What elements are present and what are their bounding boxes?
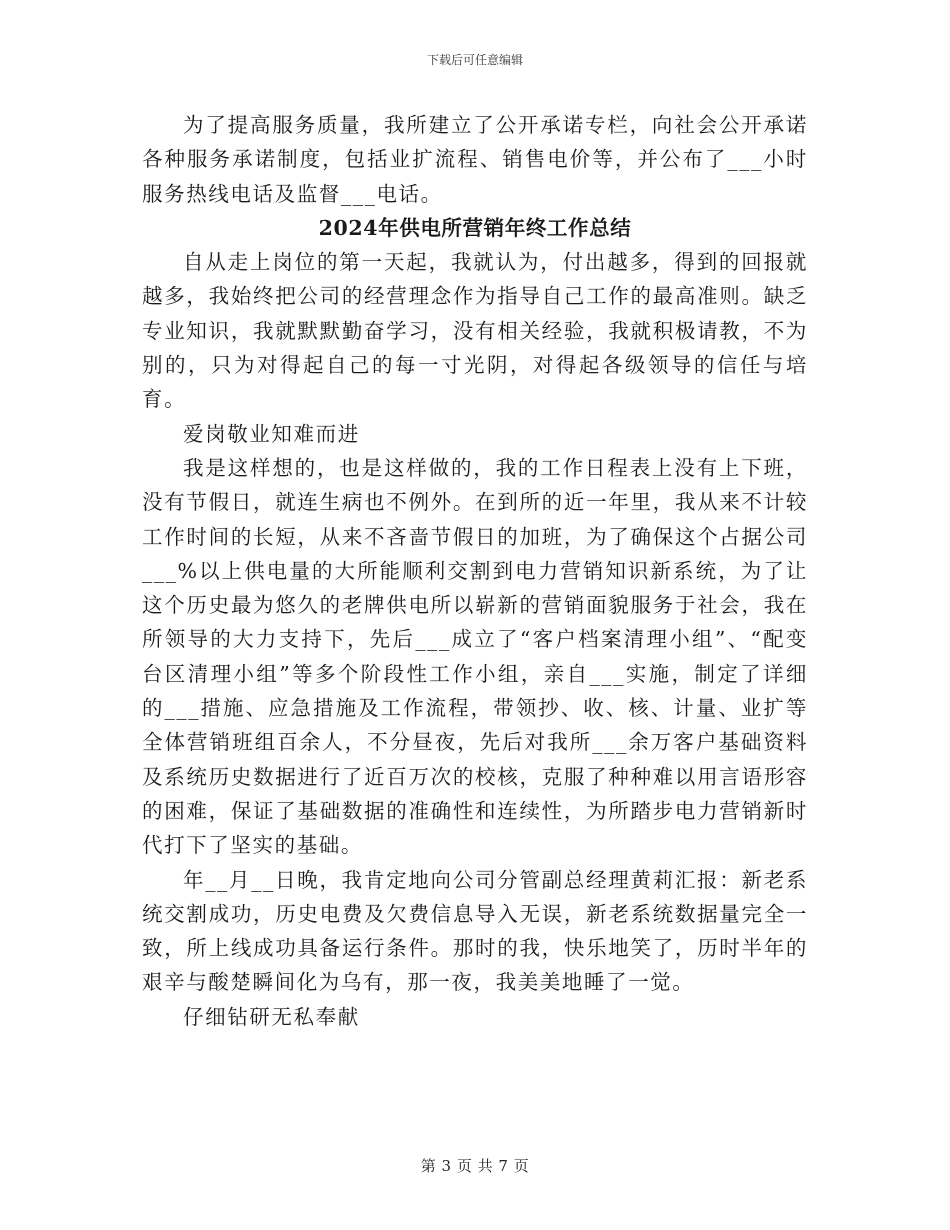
document-title: 2024年供电所营销年终工作总结 bbox=[318, 215, 632, 240]
body-paragraph-1: 自从走上岗位的第一天起，我就认为，付出越多，得到的回报就越多，我始终把公司的经营理念作为指导自己工作的最高准则。缺乏专业知识，我就默默勤奋学习，没有相关经验，我就积极请教，不为别的，只为对得起自己的每一寸光阴，对得起各级领导的信任与培育。 bbox=[142, 250, 808, 412]
document-body bbox=[142, 108, 808, 1034]
page-number-footer: 第 3 页 共 7 页 bbox=[420, 1157, 530, 1175]
page-header-note: 下载后可任意编辑 bbox=[426, 53, 523, 67]
body-paragraph-2: 我是这样想的，也是这样做的，我的工作日程表上没有上下班，没有节假日，就连生病也不例外。在到所的近一年里，我从来不计较工作时间的长短，从来不吝啬节假日的加班，为了确保这个占据公司___%以上供电量的大所能顺利交割到电力营销知识新系统，为了让这个历史最为悠久的老牌供电所以崭新的营销面貌服务于社会，我在所领导的大力支持下，先后___成立了“客户档案清理小组”、“配变台区清理小组”等多个阶段性工作小组，亲自___实施，制定了详细的___措施、应急措施及工作流程，带领抄、收、核、计量、业扩等全体营销班组百余人，不分昼夜，先后对我所___余万客户基础资料及系统历史数据进行了近百万次的校核，克服了种种难以用言语形容的困难，保证了基础数据的准确性和连续性，为所踏步电力营销新时代打下了坚实的基础。 bbox=[142, 455, 808, 858]
section-heading-dedication: 爱岗敬业知难而进 bbox=[183, 421, 360, 446]
section-heading-research: 仔细钻研无私奉献 bbox=[183, 1004, 360, 1029]
body-paragraph-3: 年__月__日晚，我肯定地向公司分管副总经理黄莉汇报：新老系统交割成功，历史电费及欠费信息导入无误，新老系统数据量完全一致，所上线成功具备运行条件。那时的我，快乐地笑了，历时半年的艰辛与酸楚瞬间化为乌有，那一夜，我美美地睡了一觉。 bbox=[142, 867, 808, 995]
intro-paragraph: 为了提高服务质量，我所建立了公开承诺专栏，向社会公开承诺各种服务承诺制度，包括业扩流程、销售电价等，并公布了___小时服务热线电话及监督___电话。 bbox=[142, 113, 808, 206]
